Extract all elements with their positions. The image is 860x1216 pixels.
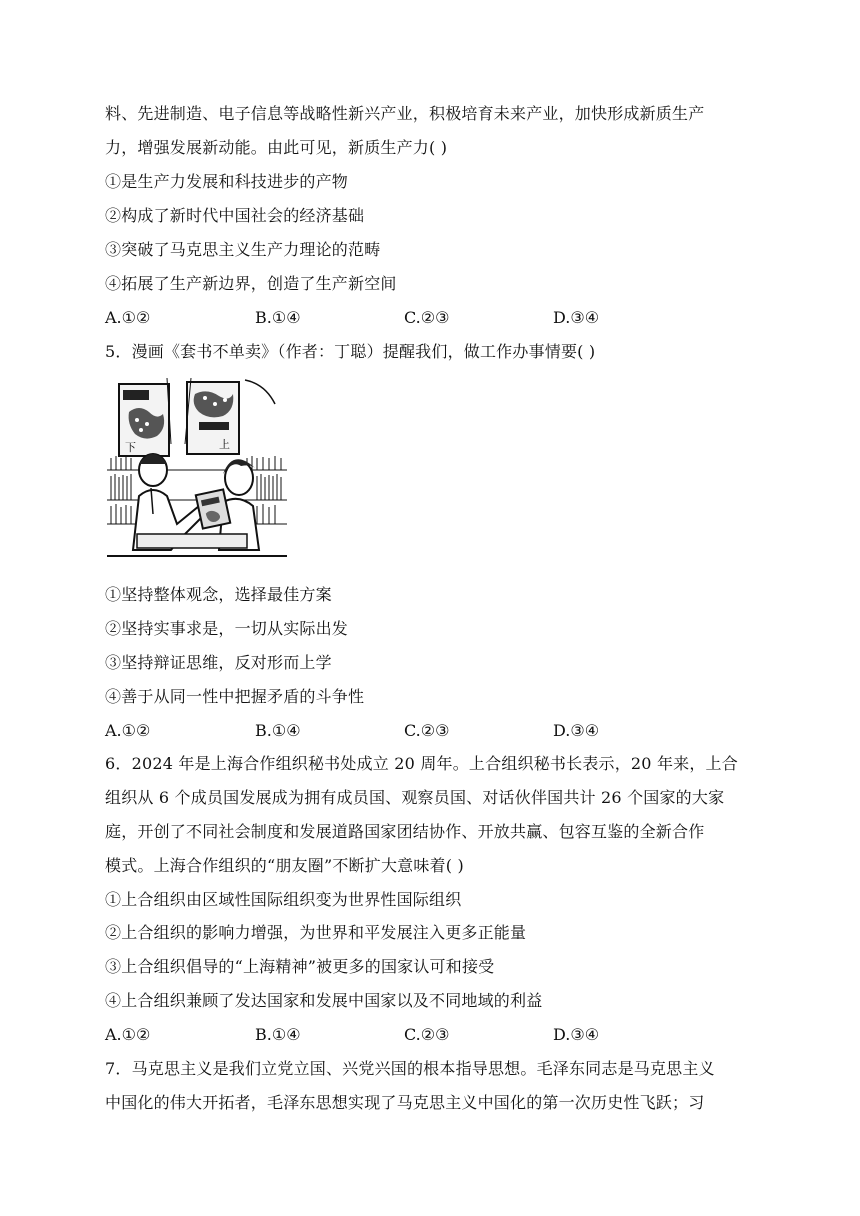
q4-statement-2: ②构成了新时代中国社会的经济基础 (105, 206, 365, 225)
q6-choice-c[interactable]: C.②③ (404, 1025, 450, 1044)
counter (137, 534, 247, 548)
q7-stem-line-1: 7．马克思主义是我们立党立国、兴党兴国的根本指导思想。毛泽东同志是马克思主义 (105, 1059, 715, 1078)
q6-statement-4: ④上合组织兼顾了发达国家和发展中国家以及不同地域的利益 (105, 991, 543, 1010)
q6-statement-3: ③上合组织倡导的“上海精神”被更多的国家认可和接受 (105, 957, 495, 976)
q5-choice-a[interactable]: A.①② (105, 721, 151, 740)
q5-choice-c[interactable]: C.②③ (404, 721, 450, 740)
q6-statement-2: ②上合组织的影响力增强，为世界和平发展注入更多正能量 (105, 923, 527, 942)
q6-statement-1: ①上合组织由区域性国际组织变为世界性国际组织 (105, 890, 462, 909)
q6-stem-line-4: 模式。上海合作组织的“朋友圈”不断扩大意味着( ) (105, 856, 464, 875)
q5-statement-4: ④善于从同一性中把握矛盾的斗争性 (105, 687, 365, 706)
q5-choice-d[interactable]: D.③④ (553, 721, 600, 740)
comic-illustration (107, 374, 287, 562)
q4-choice-c[interactable]: C.②③ (404, 308, 450, 327)
q4-statement-4: ④拓展了生产新边界，创造了生产新空间 (105, 274, 397, 293)
q4-statement-3: ③突破了马克思主义生产力理论的范畴 (105, 240, 381, 259)
q6-stem-line-2: 组织从 6 个成员国发展成为拥有成员国、观察员国、对话伙伴国共计 26 个国家的大家 (105, 788, 725, 807)
q5-statement-2: ②坚持实事求是，一切从实际出发 (105, 619, 349, 638)
q4-stem-line-1: 料、先进制造、电子信息等战略性新兴产业，积极培育未来产业，加快形成新质生产 (105, 104, 705, 123)
q6-stem-line-1: 6．2024 年是上海合作组织秘书处成立 20 周年。上合组织秘书长表示，20 年来，上合 (105, 754, 738, 773)
q5-stem: 5．漫画《套书不单卖》（作者：丁聪）提醒我们，做工作办事情要( ) (105, 342, 596, 361)
sign-right-label: 上 (219, 438, 230, 451)
q4-choice-b[interactable]: B.①④ (255, 308, 301, 327)
book-poster-left (119, 384, 169, 456)
q4-choice-d[interactable]: D.③④ (553, 308, 600, 327)
q5-statement-1: ①坚持整体观念，选择最佳方案 (105, 585, 332, 604)
sign-left-label: 下 (125, 441, 136, 454)
q6-choice-b[interactable]: B.①④ (255, 1025, 301, 1044)
q6-choice-d[interactable]: D.③④ (553, 1025, 600, 1044)
book-poster-right (187, 382, 239, 454)
q7-stem-line-2: 中国化的伟大开拓者，毛泽东思想实现了马克思主义中国化的第一次历史性飞跃；习 (105, 1093, 705, 1112)
q6-stem-line-3: 庭，开创了不同社会制度和发展道路国家团结协作、开放共赢、包容互鉴的全新合作 (105, 822, 705, 841)
q4-stem-line-2: 力，增强发展新动能。由此可见，新质生产力( ) (105, 138, 448, 157)
q4-choice-a[interactable]: A.①② (105, 308, 151, 327)
q6-choice-a[interactable]: A.①② (105, 1025, 151, 1044)
q4-statement-1: ①是生产力发展和科技进步的产物 (105, 172, 349, 191)
q5-choice-b[interactable]: B.①④ (255, 721, 301, 740)
q5-statement-3: ③坚持辩证思维，反对形而上学 (105, 653, 332, 672)
